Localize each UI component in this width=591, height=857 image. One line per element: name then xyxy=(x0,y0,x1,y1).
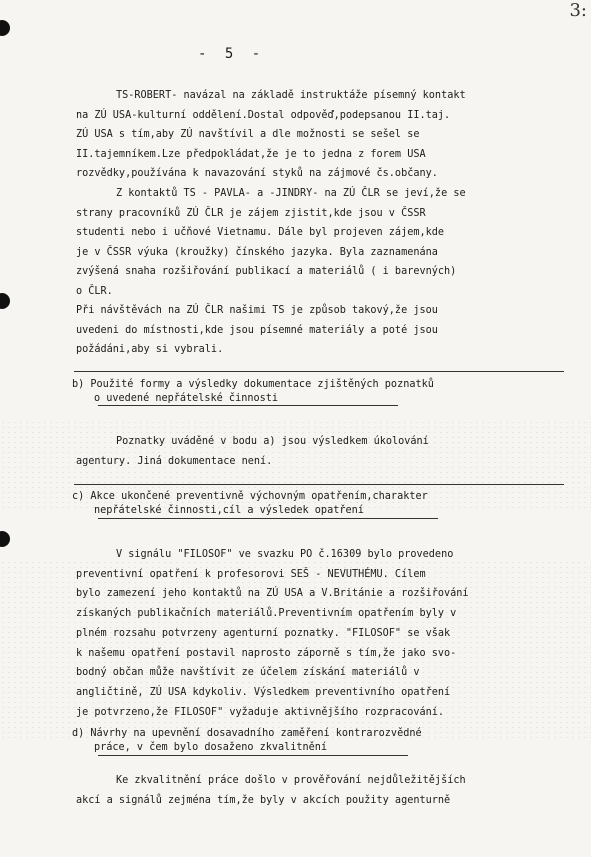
text-line: TS-ROBERT- navázal na základě instruktáže písemný kontakt xyxy=(116,90,466,101)
text-line: II.tajemníkem.Lze předpokládat,že je to jedna z forem USA xyxy=(76,148,426,160)
heading-line: o uvedené nepřátelské činnosti xyxy=(94,393,279,404)
text-line: k našemu opatření postavil naprosto záporně s tím,že jako svo- xyxy=(76,647,457,659)
text-line: preventivní opatření k profesorovi SEŠ - NEVUTHÉMU. Cílem xyxy=(76,568,426,580)
paragraph-4 xyxy=(76,545,566,722)
text-line: angličtině, ZÚ USA kdykoliv. Výsledkem preventivního opatření xyxy=(76,686,451,698)
heading-line: c) Akce ukončené preventivně výchovným opatřením,charakter xyxy=(72,491,428,502)
text-line: na ZÚ USA-kulturní oddělení.Dostal odpověď,podepsanou II.taj. xyxy=(76,109,451,121)
heading-line: nepřátelské činnosti,cíl a výsledek opatření xyxy=(94,505,364,516)
heading-underline xyxy=(98,755,408,756)
text-line: Ke zkvalitnění práce došlo v prověřování nejdůležitějších xyxy=(116,775,466,786)
paragraph-1 xyxy=(76,86,566,184)
text-line: Při návštěvách na ZÚ ČLR našimi TS je způsob takový,že jsou xyxy=(76,305,438,316)
text-line: rozvědky,používána k navazování styků na zájmové čs.občany. xyxy=(76,168,438,179)
heading-line: práce, v čem bylo dosaženo zkvalitnění xyxy=(94,742,328,753)
text-line: Z kontaktů TS - PAVLA- a -JINDRY- na ZÚ ČLR se jeví,že se xyxy=(116,188,466,199)
text-line: požádáni,aby si vybrali. xyxy=(76,344,224,355)
heading-line: d) Návrhy na upevnění dosavadního zaměření kontrarozvědné xyxy=(72,728,422,739)
text-line: plném rozsahu potvrzeny agenturní poznatky. "FILOSOF" se však xyxy=(76,627,451,639)
corner-page-mark: 3: xyxy=(569,0,587,21)
page-number: - 5 - xyxy=(198,46,261,62)
heading-underline xyxy=(98,405,398,406)
heading-underline xyxy=(98,518,438,519)
text-line: je potvrzeno,že FILOSOF" vyžaduje aktivnějšího rozpracování. xyxy=(76,706,445,718)
text-line: akcí a signálů zejména tím,že byly v akcích použity agenturně xyxy=(76,794,451,806)
text-line: zvýšená snaha rozšiřování publikací a materiálů ( i barevných) xyxy=(76,266,457,277)
heading-line: b) Použité formy a výsledky dokumentace zjištěných poznatků xyxy=(72,379,434,390)
text-line: bodný občan může navštívit ze účelem získání materiálů v xyxy=(76,667,420,679)
text-line: uvedeni do místnosti,kde jsou písemné materiály a poté jsou xyxy=(76,324,438,336)
paragraph-2 xyxy=(76,184,566,360)
text-line: agentury. Jiná dokumentace není. xyxy=(76,455,273,467)
punch-hole xyxy=(0,293,10,309)
text-line: je v ČSSR výuka (kroužky) čínského jazyka. Byla zaznamenána xyxy=(76,246,438,258)
paragraph-3 xyxy=(76,432,566,471)
text-line: o ČLR. xyxy=(76,285,113,297)
text-line: ZÚ USA s tím,aby ZÚ navštívil a dle možnosti se sešel se xyxy=(76,129,420,140)
heading-b xyxy=(72,378,552,406)
text-line: V signálu "FILOSOF" ve svazku PO č.16309 bylo provedeno xyxy=(116,549,454,560)
paragraph-5 xyxy=(76,771,566,810)
separator-line xyxy=(74,484,564,485)
punch-hole xyxy=(0,20,10,36)
heading-c xyxy=(72,490,552,518)
text-line: získaných publikačních materiálů.Preventivním opatřením byly v xyxy=(76,608,457,620)
text-line: strany pracovníků ZÚ ČLR je zájem zjistit,kde jsou v ČSSR xyxy=(76,207,426,219)
heading-d xyxy=(72,727,552,755)
punch-hole xyxy=(0,531,10,547)
text-line: studenti nebo i učňové Vietnamu. Dále byl projeven zájem,kde xyxy=(76,227,445,238)
text-line: Poznatky uváděné v bodu a) jsou výsledkem úkolování xyxy=(116,436,429,447)
text-line: bylo zamezení jeho kontaktů na ZÚ USA a V.Británie a rozšiřování xyxy=(76,588,469,600)
separator-line xyxy=(74,371,564,372)
